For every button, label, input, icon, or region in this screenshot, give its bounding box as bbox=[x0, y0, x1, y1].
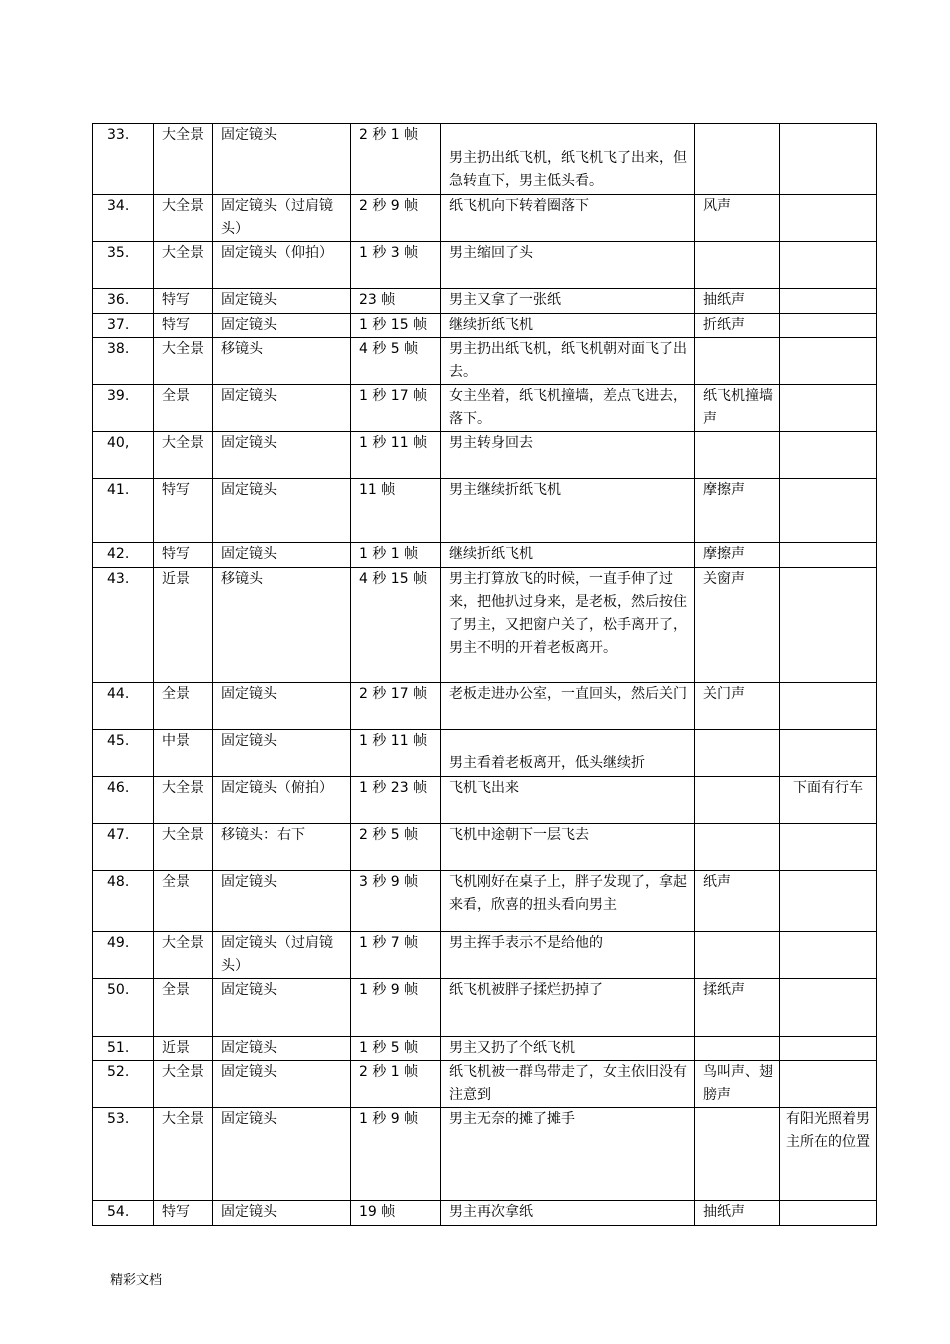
note-cell bbox=[780, 1037, 877, 1061]
sound-effect-cell bbox=[695, 730, 780, 777]
camera-move-cell: 固定镜头 bbox=[213, 1201, 351, 1226]
sound-effect-cell: 关窗声 bbox=[695, 568, 780, 683]
camera-move-cell: 固定镜头 bbox=[213, 314, 351, 338]
shot-size-cell: 全景 bbox=[154, 683, 213, 730]
sound-effect-cell: 风声 bbox=[695, 195, 780, 242]
shot-size-cell: 特写 bbox=[154, 479, 213, 543]
shot-size-cell: 特写 bbox=[154, 314, 213, 338]
shot-content-cell: 纸飞机向下转着圈落下 bbox=[441, 195, 695, 242]
shot-size-cell: 大全景 bbox=[154, 1061, 213, 1108]
duration-cell: 3 秒 9 帧 bbox=[351, 871, 441, 932]
row-number-cell: 54. bbox=[93, 1201, 154, 1226]
table-row bbox=[93, 385, 877, 432]
duration-cell: 2 秒 5 帧 bbox=[351, 824, 441, 871]
row-number-cell: 52. bbox=[93, 1061, 154, 1108]
table-row bbox=[93, 432, 877, 479]
note-cell: 有阳光照着男主所在的位置 bbox=[780, 1108, 877, 1201]
table-row bbox=[93, 314, 877, 338]
shot-size-cell: 近景 bbox=[154, 1037, 213, 1061]
shot-size-cell: 大全景 bbox=[154, 824, 213, 871]
shot-content-cell: 纸飞机被一群鸟带走了，女主依旧没有注意到 bbox=[441, 1061, 695, 1108]
row-number-cell: 38. bbox=[93, 338, 154, 385]
table-row bbox=[93, 479, 877, 543]
sound-effect-cell: 关门声 bbox=[695, 683, 780, 730]
sound-effect-cell: 抽纸声 bbox=[695, 289, 780, 314]
camera-move-cell: 固定镜头（仰拍） bbox=[213, 242, 351, 289]
duration-cell: 19 帧 bbox=[351, 1201, 441, 1226]
sound-effect-cell: 揉纸声 bbox=[695, 979, 780, 1037]
shot-size-cell: 近景 bbox=[154, 568, 213, 683]
camera-move-cell: 移镜头 bbox=[213, 338, 351, 385]
camera-move-cell: 固定镜头（过肩镜头） bbox=[213, 195, 351, 242]
table-row bbox=[93, 289, 877, 314]
shot-size-cell: 大全景 bbox=[154, 932, 213, 979]
table-row bbox=[93, 1037, 877, 1061]
shot-content-cell: 男主转身回去 bbox=[441, 432, 695, 479]
note-cell bbox=[780, 385, 877, 432]
row-number-cell: 41. bbox=[93, 479, 154, 543]
table-row bbox=[93, 979, 877, 1037]
shot-size-cell: 大全景 bbox=[154, 195, 213, 242]
shot-size-cell: 大全景 bbox=[154, 338, 213, 385]
table-row bbox=[93, 683, 877, 730]
sound-effect-cell bbox=[695, 338, 780, 385]
table-row bbox=[93, 543, 877, 568]
sound-effect-cell: 摩擦声 bbox=[695, 543, 780, 568]
sound-effect-cell bbox=[695, 432, 780, 479]
row-number-cell: 51. bbox=[93, 1037, 154, 1061]
duration-cell: 2 秒 1 帧 bbox=[351, 124, 441, 195]
camera-move-cell: 固定镜头 bbox=[213, 543, 351, 568]
duration-cell: 23 帧 bbox=[351, 289, 441, 314]
storyboard-table bbox=[92, 123, 877, 1226]
shot-content-cell: 男主缩回了头 bbox=[441, 242, 695, 289]
row-number-cell: 39. bbox=[93, 385, 154, 432]
shot-content-cell: 男主挥手表示不是给他的 bbox=[441, 932, 695, 979]
camera-move-cell: 固定镜头 bbox=[213, 289, 351, 314]
note-cell bbox=[780, 314, 877, 338]
note-cell bbox=[780, 568, 877, 683]
duration-cell: 2 秒 17 帧 bbox=[351, 683, 441, 730]
table-row bbox=[93, 932, 877, 979]
note-cell bbox=[780, 1201, 877, 1226]
sound-effect-cell: 折纸声 bbox=[695, 314, 780, 338]
duration-cell: 11 帧 bbox=[351, 479, 441, 543]
shot-size-cell: 全景 bbox=[154, 385, 213, 432]
row-number-cell: 48. bbox=[93, 871, 154, 932]
note-cell bbox=[780, 730, 877, 777]
shot-content-cell: 飞机刚好在桌子上，胖子发现了，拿起来看，欣喜的扭头看向男主 bbox=[441, 871, 695, 932]
sound-effect-cell bbox=[695, 1037, 780, 1061]
camera-move-cell: 固定镜头 bbox=[213, 979, 351, 1037]
sound-effect-cell: 纸飞机撞墙声 bbox=[695, 385, 780, 432]
row-number-cell: 50. bbox=[93, 979, 154, 1037]
shot-content-cell: 男主扔出纸飞机，纸飞机飞了出来，但急转直下，男主低头看。 bbox=[441, 124, 695, 195]
note-cell bbox=[780, 195, 877, 242]
note-cell bbox=[780, 124, 877, 195]
note-cell bbox=[780, 683, 877, 730]
table-row bbox=[93, 777, 877, 824]
camera-move-cell: 固定镜头 bbox=[213, 479, 351, 543]
shot-size-cell: 全景 bbox=[154, 871, 213, 932]
camera-move-cell: 固定镜头 bbox=[213, 871, 351, 932]
shot-size-cell: 大全景 bbox=[154, 1108, 213, 1201]
note-cell: 下面有行车 bbox=[780, 777, 877, 824]
row-number-cell: 33. bbox=[93, 124, 154, 195]
note-cell bbox=[780, 824, 877, 871]
table-row bbox=[93, 730, 877, 777]
row-number-cell: 36. bbox=[93, 289, 154, 314]
duration-cell: 4 秒 5 帧 bbox=[351, 338, 441, 385]
camera-move-cell: 固定镜头 bbox=[213, 385, 351, 432]
row-number-cell: 37. bbox=[93, 314, 154, 338]
row-number-cell: 45. bbox=[93, 730, 154, 777]
sound-effect-cell: 抽纸声 bbox=[695, 1201, 780, 1226]
note-cell bbox=[780, 932, 877, 979]
table-row bbox=[93, 568, 877, 683]
duration-cell: 1 秒 23 帧 bbox=[351, 777, 441, 824]
row-number-cell: 46. bbox=[93, 777, 154, 824]
duration-cell: 2 秒 9 帧 bbox=[351, 195, 441, 242]
table-row bbox=[93, 124, 877, 195]
sound-effect-cell: 鸟叫声、翅膀声 bbox=[695, 1061, 780, 1108]
camera-move-cell: 固定镜头 bbox=[213, 124, 351, 195]
table-row bbox=[93, 1061, 877, 1108]
shot-content-cell: 男主扔出纸飞机，纸飞机朝对面飞了出去。 bbox=[441, 338, 695, 385]
shot-size-cell: 大全景 bbox=[154, 777, 213, 824]
duration-cell: 1 秒 1 帧 bbox=[351, 543, 441, 568]
sound-effect-cell bbox=[695, 124, 780, 195]
row-number-cell: 34. bbox=[93, 195, 154, 242]
camera-move-cell: 固定镜头 bbox=[213, 683, 351, 730]
row-number-cell: 35. bbox=[93, 242, 154, 289]
camera-move-cell: 固定镜头 bbox=[213, 1108, 351, 1201]
note-cell bbox=[780, 871, 877, 932]
note-cell bbox=[780, 432, 877, 479]
table-row bbox=[93, 242, 877, 289]
storyboard-rows bbox=[93, 124, 877, 1226]
duration-cell: 1 秒 11 帧 bbox=[351, 432, 441, 479]
table-row bbox=[93, 871, 877, 932]
shot-content-cell: 飞机飞出来 bbox=[441, 777, 695, 824]
duration-cell: 1 秒 15 帧 bbox=[351, 314, 441, 338]
duration-cell: 1 秒 17 帧 bbox=[351, 385, 441, 432]
sound-effect-cell: 纸声 bbox=[695, 871, 780, 932]
shot-content-cell: 女主坐着，纸飞机撞墙，差点飞进去，落下。 bbox=[441, 385, 695, 432]
row-number-cell: 47. bbox=[93, 824, 154, 871]
shot-content-cell: 男主又拿了一张纸 bbox=[441, 289, 695, 314]
table-row bbox=[93, 338, 877, 385]
note-cell bbox=[780, 479, 877, 543]
camera-move-cell: 移镜头：右下 bbox=[213, 824, 351, 871]
note-cell bbox=[780, 1061, 877, 1108]
duration-cell: 4 秒 15 帧 bbox=[351, 568, 441, 683]
sound-effect-cell bbox=[695, 824, 780, 871]
duration-cell: 1 秒 9 帧 bbox=[351, 1108, 441, 1201]
duration-cell: 2 秒 1 帧 bbox=[351, 1061, 441, 1108]
row-number-cell: 49. bbox=[93, 932, 154, 979]
duration-cell: 1 秒 7 帧 bbox=[351, 932, 441, 979]
shot-size-cell: 全景 bbox=[154, 979, 213, 1037]
row-number-cell: 43. bbox=[93, 568, 154, 683]
shot-content-cell: 老板走进办公室，一直回头，然后关门 bbox=[441, 683, 695, 730]
shot-size-cell: 特写 bbox=[154, 1201, 213, 1226]
shot-content-cell: 男主再次拿纸 bbox=[441, 1201, 695, 1226]
sound-effect-cell: 摩擦声 bbox=[695, 479, 780, 543]
duration-cell: 1 秒 11 帧 bbox=[351, 730, 441, 777]
row-number-cell: 40, bbox=[93, 432, 154, 479]
note-cell bbox=[780, 289, 877, 314]
shot-content-cell: 继续折纸飞机 bbox=[441, 314, 695, 338]
shot-size-cell: 大全景 bbox=[154, 432, 213, 479]
shot-size-cell: 大全景 bbox=[154, 242, 213, 289]
sound-effect-cell bbox=[695, 932, 780, 979]
footer-text: 精彩文档 bbox=[110, 1273, 163, 1288]
camera-move-cell: 固定镜头 bbox=[213, 1037, 351, 1061]
sound-effect-cell bbox=[695, 242, 780, 289]
row-number-cell: 44. bbox=[93, 683, 154, 730]
note-cell bbox=[780, 979, 877, 1037]
sound-effect-cell bbox=[695, 1108, 780, 1201]
shot-content-cell: 继续折纸飞机 bbox=[441, 543, 695, 568]
table-row bbox=[93, 1201, 877, 1226]
row-number-cell: 42. bbox=[93, 543, 154, 568]
note-cell bbox=[780, 242, 877, 289]
camera-move-cell: 固定镜头 bbox=[213, 730, 351, 777]
duration-cell: 1 秒 5 帧 bbox=[351, 1037, 441, 1061]
camera-move-cell: 固定镜头 bbox=[213, 432, 351, 479]
sound-effect-cell bbox=[695, 777, 780, 824]
shot-content-cell: 男主打算放飞的时候，一直手伸了过来，把他扒过身来，是老板，然后按住了男主，又把窗户关了，松手离开了，男主不明的开着老板离开。 bbox=[441, 568, 695, 683]
camera-move-cell: 固定镜头（过肩镜头） bbox=[213, 932, 351, 979]
shot-size-cell: 中景 bbox=[154, 730, 213, 777]
row-number-cell: 53. bbox=[93, 1108, 154, 1201]
duration-cell: 1 秒 9 帧 bbox=[351, 979, 441, 1037]
shot-size-cell: 特写 bbox=[154, 289, 213, 314]
table-row bbox=[93, 195, 877, 242]
note-cell bbox=[780, 543, 877, 568]
shot-size-cell: 特写 bbox=[154, 543, 213, 568]
shot-content-cell: 男主看着老板离开，低头继续折 bbox=[441, 730, 695, 777]
shot-content-cell: 男主继续折纸飞机 bbox=[441, 479, 695, 543]
shot-content-cell: 男主无奈的摊了摊手 bbox=[441, 1108, 695, 1201]
table-row bbox=[93, 1108, 877, 1201]
duration-cell: 1 秒 3 帧 bbox=[351, 242, 441, 289]
note-cell bbox=[780, 338, 877, 385]
camera-move-cell: 移镜头 bbox=[213, 568, 351, 683]
camera-move-cell: 固定镜头 bbox=[213, 1061, 351, 1108]
table-row bbox=[93, 824, 877, 871]
shot-size-cell: 大全景 bbox=[154, 124, 213, 195]
shot-content-cell: 纸飞机被胖子揉烂扔掉了 bbox=[441, 979, 695, 1037]
shot-content-cell: 飞机中途朝下一层飞去 bbox=[441, 824, 695, 871]
camera-move-cell: 固定镜头（俯拍） bbox=[213, 777, 351, 824]
shot-content-cell: 男主又扔了个纸飞机 bbox=[441, 1037, 695, 1061]
